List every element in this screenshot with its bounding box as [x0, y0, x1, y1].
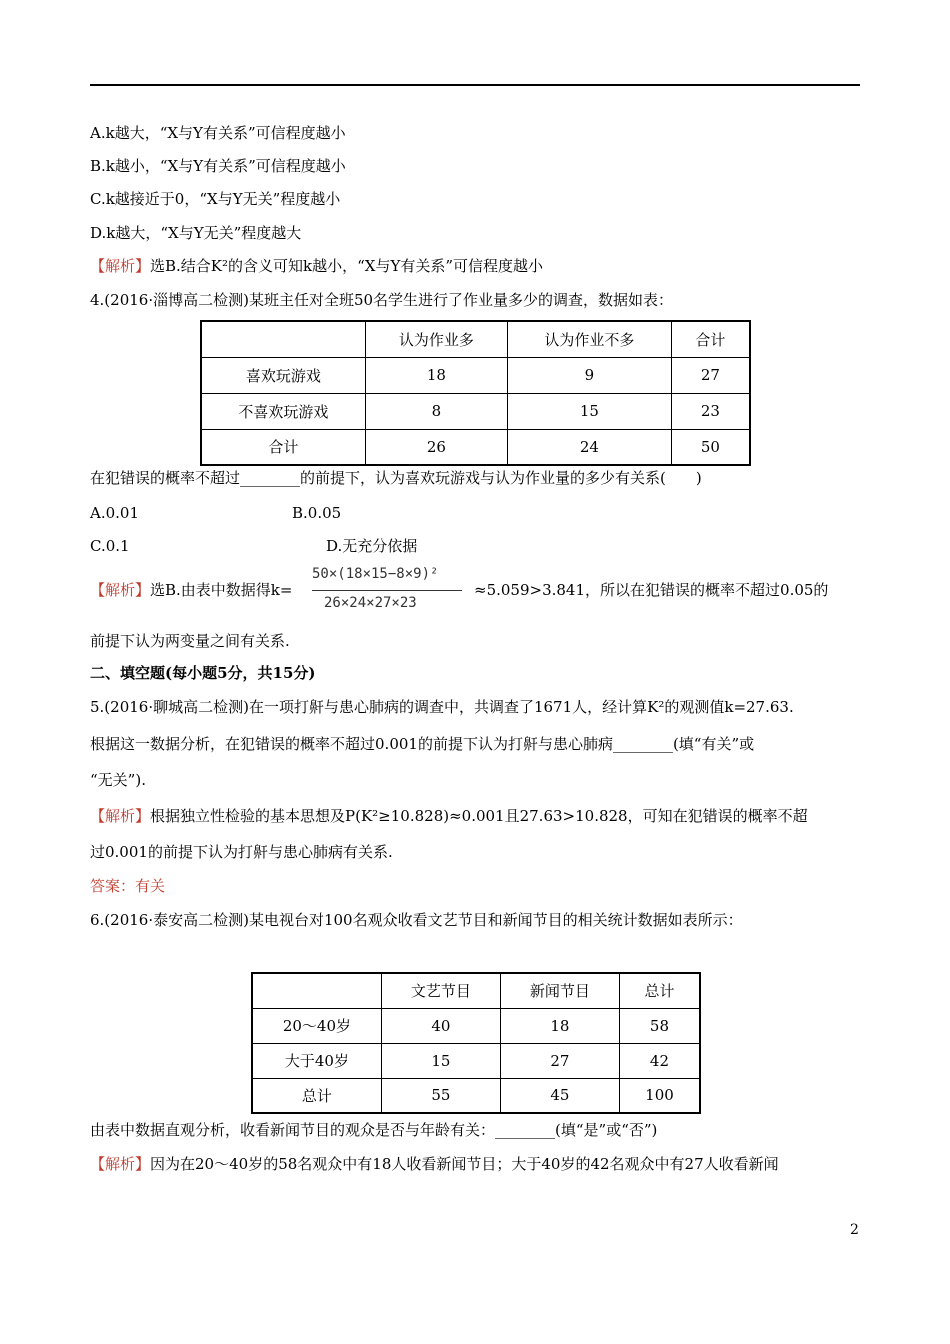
table-cell: 合计: [201, 429, 365, 465]
formula-denominator: 26×24×27×23: [324, 595, 417, 611]
q5-line2: 根据这一数据分析，在犯错误的概率不超过0.001的前提下认为打鼾与患心肺病________(填“有关”或: [90, 735, 755, 753]
q4-option-b: B.0.05: [292, 504, 342, 522]
q6-stem: 6.(2016·泰安高二检测)某电视台对100名观众收看文艺节目和新闻节目的相关统计数据如表所示：: [90, 911, 743, 929]
table-cell: 55: [381, 1078, 500, 1113]
q5-analysis-text: 根据独立性检验的基本思想及P(K²≥10.828)≈0.001且27.63>10.828，可知在犯错误的概率不超: [150, 807, 808, 825]
table-cell: [252, 973, 381, 1008]
table-cell: 8: [365, 393, 507, 429]
table-cell: 总计: [252, 1078, 381, 1113]
q4-analysis-prefix: [90, 580, 292, 600]
q6-table: [251, 972, 701, 1114]
option-c: C.k越接近于0，“X与Y无关”程度越小: [90, 190, 341, 208]
table-cell: 42: [619, 1043, 700, 1078]
section-title: 二、填空题(每小题5分，共15分): [90, 664, 316, 682]
table-cell: 18: [500, 1008, 619, 1043]
analysis-tag: 【解析】: [90, 1155, 151, 1173]
table-row: [252, 1078, 700, 1113]
q4-analysis-line2: 前提下认为两变量之间有关系.: [90, 632, 290, 650]
q6-question: 由表中数据直观分析，收看新闻节目的观众是否与年龄有关：________(填“是”或“否”): [90, 1121, 658, 1139]
table-row: [201, 357, 750, 393]
option-a: A.k越大，“X与Y有关系”可信程度越小: [90, 124, 346, 142]
table-cell: 27: [500, 1043, 619, 1078]
table-cell: 20～40岁: [252, 1008, 381, 1043]
table-cell: 18: [365, 357, 507, 393]
q3-analysis-text: 选B.结合K²的含义可知k越小，“X与Y有关系”可信程度越小: [150, 257, 544, 275]
q4-stem: 4.(2016·淄博高二检测)某班主任对全班50名学生进行了作业量多少的调查，数据如表：: [90, 291, 674, 309]
table-cell: 喜欢玩游戏: [201, 357, 365, 393]
table-cell: 15: [507, 393, 671, 429]
table-cell: 24: [507, 429, 671, 465]
q5-analysis: [90, 806, 808, 826]
table-cell: 40: [381, 1008, 500, 1043]
table-header-row: [252, 973, 700, 1008]
table-cell: 合计: [671, 321, 750, 357]
q5-line1: 5.(2016·聊城高二检测)在一项打鼾与患心肺病的调查中，共调查了1671人，经计算K²的观测值k=27.63.: [90, 698, 794, 716]
formula-fraction: [312, 566, 472, 618]
analysis-tag: 【解析】: [90, 257, 151, 275]
table-row: [201, 393, 750, 429]
analysis-tag: 【解析】: [90, 807, 151, 825]
table-cell: 27: [671, 357, 750, 393]
fraction-bar: [312, 590, 462, 591]
table-cell: 总计: [619, 973, 700, 1008]
page-number: 2: [850, 1222, 859, 1238]
option-d: D.k越大，“X与Y无关”程度越大: [90, 224, 302, 242]
q5-line3: “无关”).: [90, 771, 146, 789]
q4-analysis-suffix: ≈5.059>3.841，所以在犯错误的概率不超过0.05的: [474, 581, 829, 599]
table-cell: 认为作业多: [365, 321, 507, 357]
table-cell: 15: [381, 1043, 500, 1078]
table-cell: 23: [671, 393, 750, 429]
q5-answer: 答案：有关: [90, 877, 166, 895]
table-cell: 100: [619, 1078, 700, 1113]
table-cell: 认为作业不多: [507, 321, 671, 357]
q4-question: 在犯错误的概率不超过________的前提下，认为喜欢玩游戏与认为作业量的多少有关系( ): [90, 469, 702, 487]
q4-table: [200, 320, 751, 466]
table-cell: 文艺节目: [381, 973, 500, 1008]
table-cell: 不喜欢玩游戏: [201, 393, 365, 429]
table-cell: 新闻节目: [500, 973, 619, 1008]
table-cell: [201, 321, 365, 357]
table-cell: 58: [619, 1008, 700, 1043]
option-b: B.k越小，“X与Y有关系”可信程度越小: [90, 157, 346, 175]
table-cell: 26: [365, 429, 507, 465]
table-cell: 50: [671, 429, 750, 465]
q4-option-c: C.0.1: [90, 537, 130, 555]
header-rule: [90, 84, 860, 86]
q4-analysis-text: 选B.由表中数据得k=: [150, 581, 293, 599]
formula-numerator: 50×(18×15−8×9)²: [312, 566, 439, 582]
q4-option-a: A.0.01: [90, 504, 139, 522]
table-cell: 大于40岁: [252, 1043, 381, 1078]
table-header-row: [201, 321, 750, 357]
table-row: [252, 1043, 700, 1078]
q3-analysis: [90, 256, 543, 276]
q6-analysis-text: 因为在20～40岁的58名观众中有18人收看新闻节目；大于40岁的42名观众中有27人收看新闻: [150, 1155, 779, 1173]
table-cell: 9: [507, 357, 671, 393]
q6-analysis: [90, 1154, 779, 1174]
table-cell: 45: [500, 1078, 619, 1113]
table-row: [252, 1008, 700, 1043]
q4-option-d: D.无充分依据: [326, 537, 418, 555]
q5-analysis-line2: 过0.001的前提下认为打鼾与患心肺病有关系.: [90, 843, 393, 861]
table-row: [201, 429, 750, 465]
analysis-tag: 【解析】: [90, 581, 151, 599]
